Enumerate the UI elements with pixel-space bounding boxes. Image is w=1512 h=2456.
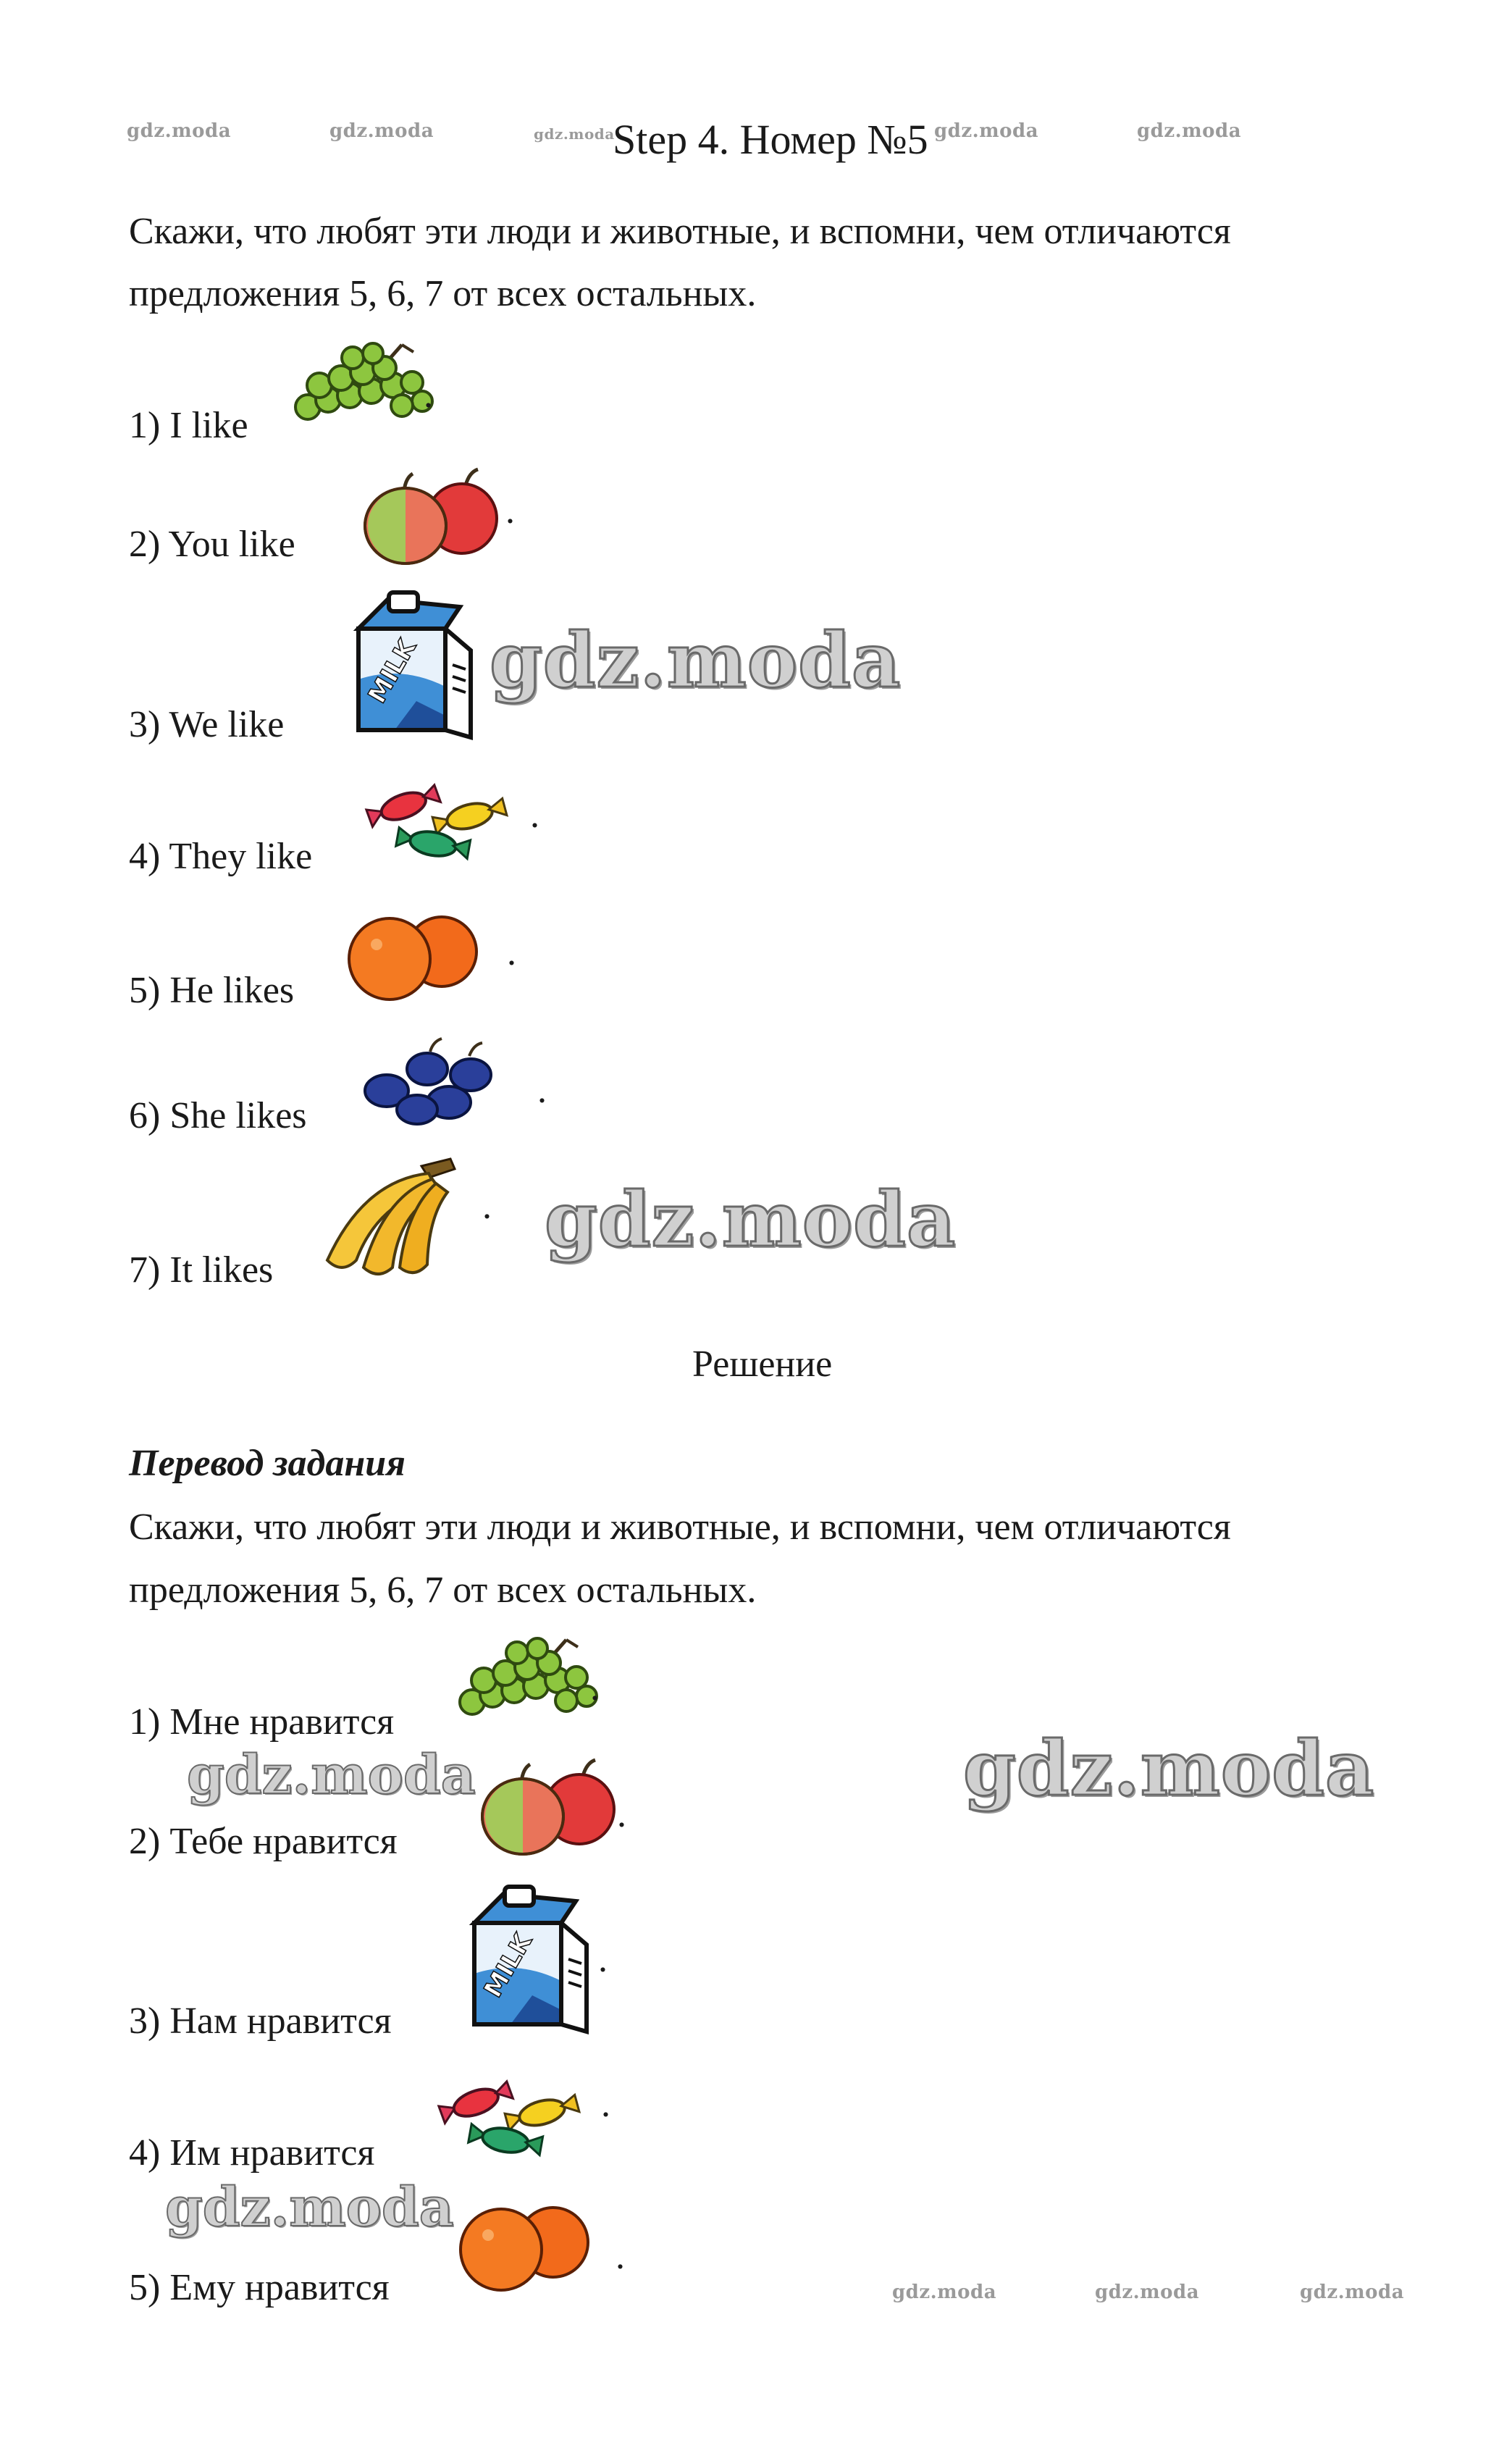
translation-item-3: 3) Нам нравится xyxy=(129,2000,392,2042)
milk-label: MILK xyxy=(478,1929,538,2003)
watermark-small: gdz.moda xyxy=(534,125,615,143)
solution-heading: Решение xyxy=(692,1344,833,1385)
watermark-small: gdz.moda xyxy=(1137,120,1242,142)
oranges-icon xyxy=(450,2196,595,2297)
oranges-icon xyxy=(339,905,484,1007)
watermark-large: gdz.moda xyxy=(545,1175,957,1264)
task-instruction-line2: предложения 5, 6, 7 от всех остальных. xyxy=(129,273,757,314)
task-item-6: 6) She likes xyxy=(129,1095,307,1136)
grapes-icon xyxy=(458,1635,595,1722)
translation-item-4: 4) Им нравится xyxy=(129,2132,375,2174)
translation-item-2: 2) Тебе нравится xyxy=(129,1821,398,1862)
task-item-1: 1) I like xyxy=(129,405,248,446)
translation-item-1: 1) Мне нравится xyxy=(129,1701,395,1743)
translation-instruction-line1: Скажи, что любят эти люди и животные, и вспомни, чем отличаются xyxy=(129,1506,1231,1548)
task-item-4: 4) They like xyxy=(129,836,313,877)
watermark-small: gdz.moda xyxy=(127,120,232,142)
period: . xyxy=(505,490,515,532)
period: . xyxy=(507,932,516,973)
period: . xyxy=(482,1186,492,1227)
translation-heading: Перевод задания xyxy=(129,1443,406,1484)
watermark-small: gdz.moda xyxy=(329,120,434,142)
apples-icon xyxy=(471,1760,616,1854)
task-item-7: 7) It likes xyxy=(129,1249,274,1291)
watermark-medium: gdz.moda xyxy=(165,2176,454,2239)
watermark-large: gdz.moda xyxy=(963,1724,1375,1813)
task-instruction-line1: Скажи, что любят эти люди и животные, и вспомни, чем отличаются xyxy=(129,211,1231,252)
watermark-small: gdz.moda xyxy=(1095,2281,1200,2303)
translation-item-5: 5) Ему нравится xyxy=(129,2267,390,2308)
watermark-small: gdz.moda xyxy=(1300,2281,1405,2303)
watermark-small: gdz.moda xyxy=(934,120,1039,142)
milk-label: MILK xyxy=(362,634,422,708)
period: . xyxy=(617,1794,626,1835)
watermark-small: gdz.moda xyxy=(892,2281,997,2303)
period: . xyxy=(616,2236,625,2277)
grapes-icon xyxy=(293,340,431,427)
watermark-large: gdz.moda xyxy=(490,616,902,705)
milk-carton-icon xyxy=(453,1887,590,2032)
candies-icon xyxy=(361,764,513,866)
period: . xyxy=(537,1070,547,1111)
candies-icon xyxy=(433,2061,585,2162)
milk-carton-icon xyxy=(337,592,474,737)
task-item-3: 3) We like xyxy=(129,704,285,745)
period: . xyxy=(601,2084,610,2125)
apples-icon xyxy=(353,469,498,563)
period: . xyxy=(530,795,539,836)
plums-icon xyxy=(361,1037,505,1131)
bananas-icon xyxy=(313,1152,465,1289)
task-item-2: 2) You like xyxy=(129,524,295,565)
period: . xyxy=(598,1939,608,1980)
translation-instruction-line2: предложения 5, 6, 7 от всех остальных. xyxy=(129,1569,757,1611)
task-item-5: 5) He likes xyxy=(129,970,295,1011)
period: . xyxy=(424,374,433,416)
watermark-medium: gdz.moda xyxy=(187,1744,476,1806)
page-title: Step 4. Номер №5 xyxy=(613,116,928,163)
period: . xyxy=(590,1667,600,1709)
